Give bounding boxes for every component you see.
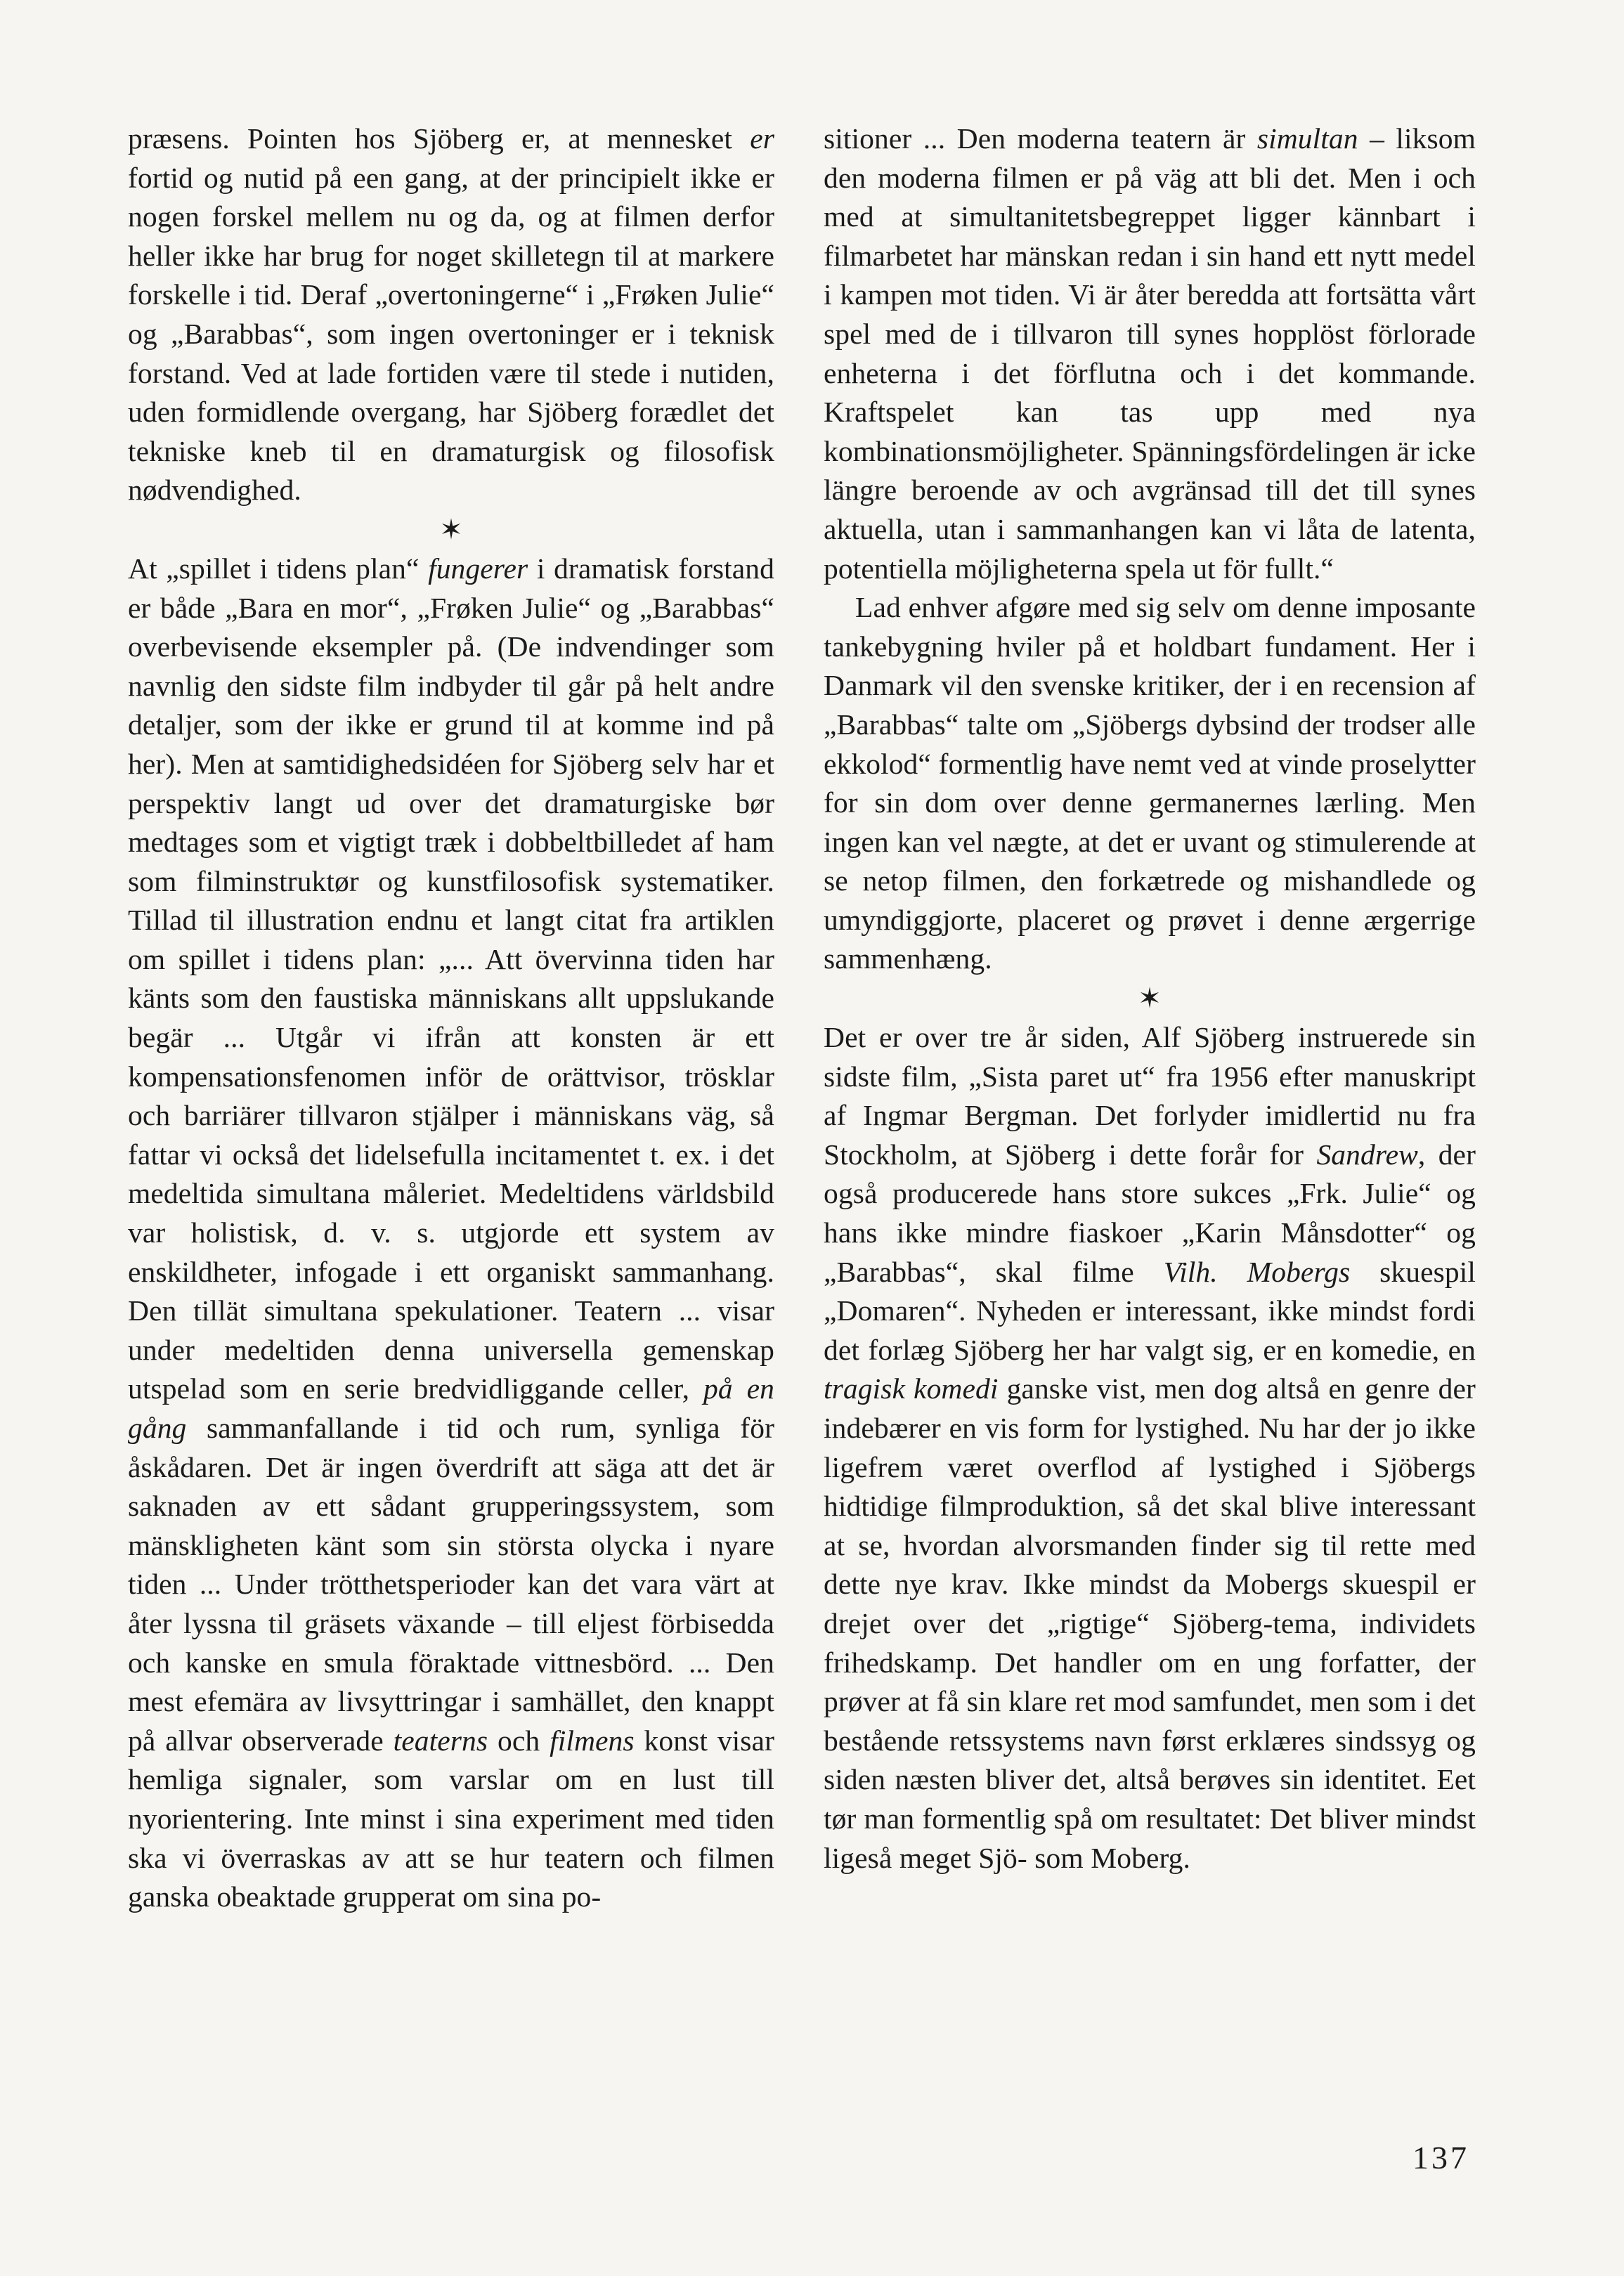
paragraph [824, 119, 1476, 588]
page-number: 137 [1412, 2140, 1469, 2176]
text-run: ganske vist, men dog altså en genre der indebærer en vis form for lystighed. Nu har der jo ikke ligefrem været overflod af lystighed i Sjöbergs hidtidige filmproduktion, så det skal blive interessant at se, hvordan alvorsmanden finder sig til rette med dette nye krav. Ikke mindst da Mobergs skuespil er drejet over det „rigtige“ Sjöberg-tema, individets frihedskamp. Det handler om en ung forfatter, der prøver at få sin klare ret mod samfundet, men som i det bestående retssystems navn først erklæres sindssyg og siden næsten bliver det, altså berøves sin identitet. Eet tør man formentlig spå om resultatet: Det bliver mindst ligeså meget Sjö- som Moberg. [824, 1372, 1476, 1874]
emphasis: simultan [1256, 122, 1358, 155]
paragraph [128, 119, 774, 510]
section-divider-star-icon: ✶ [439, 513, 463, 545]
text-run: , der også producerede hans store sukces „Frk. Julie“ og hans ikke mindre fiaskoer „Karin Månsdotter“ og „Barabbas“, skal filme [824, 1138, 1476, 1288]
text-run: præsens. Pointen hos Sjöberg er, at mennesket [128, 122, 751, 155]
emphasis: er [750, 122, 774, 155]
paragraph: Lad enhver afgøre med sig selv om denne imposante tankebygning hviler på et holdbart fundament. Her i Danmark vil den svenske kritiker, der i en recension af „Barabbas“ talte om „Sjöbergs dybsind der trodser alle ekkolod“ formentlig have nemt ved at vinde proselytter for sin dom over denne germanernes lærling. Men ingen kan vel nægte, at det er uvant og stimulerende at se netop filmen, den forkætrede og mishandlede og umyndiggjorte, placeret og prøvet i denne ærgerrige sammenhæng. [824, 591, 1476, 975]
emphasis: teaterns [393, 1724, 488, 1757]
emphasis: fungerer [428, 552, 528, 585]
text-run: och [488, 1724, 550, 1757]
text-run: i dramatisk forstand er både „Bara en mor“, „Frøken Julie“ og „Barabbas“ overbevisende eksempler på. (De indvendinger som navnlig den sidste film indbyder til går på helt andre detaljer, som der ikke er grund til at komme ind på her). Men at samtidighedsidéen for Sjöberg selv har et perspektiv langt ud over det dramaturgiske bør medtages som et vigtigt træk i dobbeltbilledet af ham som filminstruktør og kunstfilosofisk systematiker. Tillad til illustration endnu et langt citat fra artiklen om spillet i tidens plan: „... Att övervinna tiden har känts som den faustiska människans allt uppslukande begär ... Utgår vi ifrån att konsten är ett kompensationsfenomen inför de orättvisor, trösklar och barriärer tillvaron stjälper i människans väg, så fattar vi också det lidelsefulla incitamentet t. ex. i det medeltida simultana måleriet. Medeltidens världsbild var holistisk, d. v. s. utgjorde ett system av enskildheter, infogade i ett organiskt sammanhang. Den tillät simultana spekulationer. Teatern ... visar under medeltiden denna universella gemenskap utspelad som en serie bredvidliggande celler, [128, 552, 774, 1405]
text-run: skuespil „Domaren“. Nyheden er interessant, ikke mindst fordi det forlæg Sjöberg her har valgt sig, er en komedie, en [824, 1255, 1476, 1366]
text-run: konst visar hemliga signaler, som varslar om en lust till nyorientering. Inte minst i sina experiment med tiden ska vi överraskas av att se hur teatern och filmen ganska obeaktade grupperat om sina po- [128, 1724, 774, 1913]
text-run: sitioner ... Den moderna teatern är [824, 122, 1257, 155]
paragraph [824, 1018, 1476, 1878]
text-run: Det er over tre år siden, Alf Sjöberg instruerede sin sidste film, „Sista paret ut“ fra 1956 efter manuskript af Ingmar Bergman. Det forlyder imidlertid nu fra Stockholm, at Sjöberg i dette forår for [824, 1021, 1476, 1171]
right-column [824, 119, 1476, 1878]
paragraph [128, 550, 774, 1917]
emphasis: Sandrew [1316, 1138, 1418, 1171]
emphasis: på en gång [128, 1372, 774, 1444]
left-column [128, 119, 774, 1917]
text-run: fortid og nutid på een gang, at der principielt ikke er nogen forskel mellem nu og da, og at filmen derfor heller ikke har brug for noget skilletegn til at markere forskelle i tid. Deraf „overtoningerne“ i „Frøken Julie“ og „Barabbas“, som ingen overtoninger er i teknisk forstand. Ved at lade fortiden være til stede i nutiden, uden formidlende overgang, har Sjöberg forædlet det tekniske kneb til en dramaturgisk og filosofisk nødvendighed. [128, 161, 774, 507]
section-divider-star-icon: ✶ [1138, 982, 1162, 1015]
emphasis: filmens [550, 1724, 635, 1757]
emphasis: tragisk komedi [824, 1372, 999, 1405]
text-run: – liksom den moderna filmen er på väg att bli det. Men i och med at simultanitetsbegreppet ligger kännbart i filmarbetet har mänskan redan i sin hand ett nytt medel i kampen mot tiden. Vi är åter beredda att fortsätta vårt spel med de i tillvaron till synes hopplöst förlorade enheterna i det förflutna och i det kommande. Kraftspelet kan tas upp med nya kombinationsmöjligheter. Spänningsfördelingen är icke längre beroende av och avgränsad till det till synes aktuella, utan i sammanhangen kan vi låta de latenta, potentiella möjligheterna spela ut för fullt.“ [824, 122, 1476, 585]
text-run: At „spillet i tidens plan“ [128, 552, 429, 585]
emphasis: Vilh. Mobergs [1163, 1255, 1351, 1288]
text-run: sammanfallande i tid och rum, synliga för åskådaren. Det är ingen överdrift att säga att det är saknaden av ett sådant grupperingssystem, som mänskligheten känt som sin största olycka i nyare tiden ... Under trötthetsperioder kan det vara värt at åter lyssna til gräsets växande – till eljest förbisedda och kanske en smula föraktade vittnesbörd. ... Den mest efemära av livsyttringar i samhället, den knappt på allvar observerade [128, 1412, 774, 1757]
